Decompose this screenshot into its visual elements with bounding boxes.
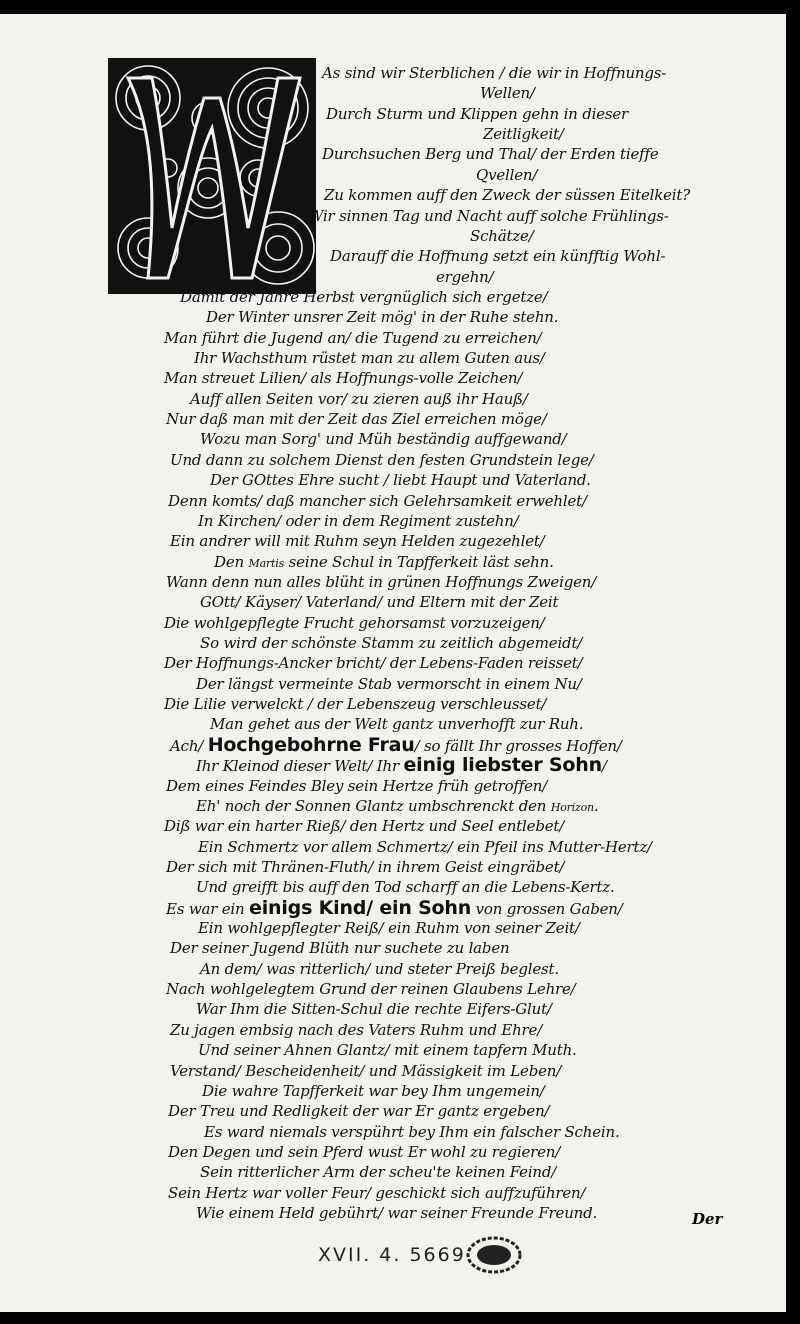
line-text: Darauff die Hoffnung setzt ein künfftig Wohl- [330, 247, 666, 266]
poem-line [196, 675, 582, 693]
poem-line [194, 349, 545, 367]
poem-line [196, 756, 607, 775]
line-text: Durchsuchen Berg und Thal/ der Erden tieffe [322, 145, 659, 164]
poem-line [166, 777, 547, 795]
poem-line [164, 329, 542, 347]
poem-line [200, 1163, 556, 1181]
library-shelfmark: XVII. 4. 5669 [318, 1244, 466, 1266]
line-text: In Kirchen/ oder in dem Regiment zustehn/ [198, 511, 519, 530]
line-text: Zu kommen auff den Zweck der süssen Eitelkeit? [324, 186, 691, 205]
line-text: Die wahre Tapfferkeit war bey Ihm ungemein/ [202, 1081, 545, 1100]
poem-line [180, 288, 547, 306]
line-text: Wie einem Held gebührt/ war seiner Freunde Freund. [196, 1204, 598, 1222]
poem-line [166, 980, 576, 998]
line-text: Schätze/ [470, 226, 534, 245]
poem-line [324, 186, 690, 204]
line-text: . [593, 796, 599, 815]
poem-line [470, 227, 534, 245]
poem-line [483, 125, 564, 143]
poem-line [204, 1123, 620, 1141]
poem-line [170, 939, 509, 957]
poem-line [200, 634, 582, 652]
poem-line [200, 593, 558, 611]
line-text: Und dann zu solchem Dienst den festen Grundstein lege/ [170, 450, 594, 469]
poem-line [326, 105, 628, 123]
poem-line [170, 1062, 561, 1080]
poem-line [330, 247, 665, 265]
emphasis-text: Horizon [550, 800, 594, 814]
line-text: seine Schul in Tapfferkeit läst sehn. [284, 552, 554, 571]
line-text: Wann denn nun alles blüht in grünen Hoffnungs Zweigen/ [166, 572, 597, 591]
line-text: Sein Hertz war voller Feur/ geschickt sich auffzuführen/ [168, 1183, 586, 1202]
line-text: Nach wohlgelegtem Grund der reinen Glaubens Lehre/ [166, 980, 576, 999]
poem-line [164, 614, 545, 632]
poem-line [170, 733, 622, 756]
line-text: Wellen/ [480, 84, 535, 103]
line-text: Es ward niemals verspührt bey Ihm ein falscher Schein. [204, 1122, 620, 1141]
poem-line [164, 695, 546, 713]
line-text: An dem/ was ritterlich/ und steter Preiß beglest. [200, 959, 559, 978]
poem-line [322, 145, 659, 163]
line-text: Und greifft bis auff den Tod scharff an die Lebens-Kertz. [196, 878, 615, 897]
poem-line [164, 817, 564, 835]
line-text: Ihr Kleinod dieser Welt/ Ihr [196, 757, 404, 776]
poem-line [206, 308, 558, 326]
line-text: Nur daß man mit der Zeit das Ziel erreichen möge/ [166, 410, 547, 429]
line-text: Der längst vermeinte Stab vermorscht in einem Nu/ [196, 674, 582, 693]
line-text: Ein Schmertz vor allem Schmertz/ ein Pfeil ins Mutter-Hertz/ [198, 837, 652, 856]
poem-line [196, 797, 599, 817]
emphasis-text: einig liebster Sohn [403, 754, 602, 777]
poem-line [166, 573, 596, 591]
poem-line [322, 64, 666, 82]
poem-line [476, 166, 537, 184]
line-text: Den [214, 552, 249, 571]
line-text: Sein ritterlicher Arm der scheu'te keinen Feind/ [200, 1163, 557, 1182]
line-text: Ein wohlgepflegter Reiß/ ein Ruhm von seiner Zeit/ [198, 919, 580, 937]
line-text: Man gehet aus der Welt gantz unverhofft zur Ruh. [210, 715, 584, 734]
poem-line [200, 430, 567, 448]
line-text: Zu jagen embsig nach des Vaters Ruhm und Ehre/ [170, 1020, 543, 1039]
line-text: Der Hoffnungs-Ancker bricht/ der Lebens-Faden reisset/ [164, 654, 583, 673]
poem-line [168, 1184, 585, 1202]
line-text: Der seiner Jugend Blüth nur suchete zu laben [170, 939, 510, 958]
poem-line [480, 84, 535, 102]
poem-line [214, 553, 554, 573]
poem-line [168, 492, 587, 510]
poem-line [170, 451, 594, 469]
line-text: Denn komts/ daß mancher sich Gelehrsamkeit erwehlet/ [168, 491, 587, 510]
emphasis-text: Martis [248, 556, 285, 570]
poem-line [168, 1102, 549, 1120]
line-text: Der sich mit Thränen-Fluth/ in ihrem Geist eingräbet/ [166, 857, 565, 876]
line-text: Diß war ein harter Rieß/ den Hertz und Seel entlebet/ [164, 817, 565, 836]
line-text: Qvellen/ [476, 165, 538, 184]
poem-line [196, 1000, 552, 1018]
line-text: Durch Sturm und Klippen gehn in dieser [326, 104, 629, 123]
line-text: Man führt die Jugend an/ die Tugend zu erreichen/ [164, 328, 542, 347]
poem-line [210, 471, 591, 489]
poem-line [166, 410, 547, 428]
poem-line [196, 878, 615, 896]
poem-line [190, 390, 528, 408]
line-text: Eh' noch der Sonnen Glantz umbschrenckt den [196, 796, 551, 815]
line-text: Der GOttes Ehre sucht / liebt Haupt und Vaterland. [210, 471, 591, 490]
line-text: Verstand/ Bescheidenheit/ und Mässigkeit im Leben/ [170, 1061, 562, 1080]
line-text: Es war ein [166, 899, 250, 918]
poem-line [166, 858, 564, 876]
line-text: Wozu man Sorg' und Müh beständig auffgewand/ [200, 430, 567, 449]
line-text: GOtt/ Käyser/ Vaterland/ und Eltern mit der Zeit [200, 593, 559, 612]
document-page [0, 14, 786, 1312]
line-text: Ach/ [170, 736, 208, 755]
line-text: War Ihm die Sitten-Schul die rechte Eifers-Glut/ [196, 1000, 552, 1019]
emphasis-text: Hochgebohrne Frau [207, 733, 415, 756]
library-stamp-icon [466, 1236, 522, 1274]
line-text: Auff allen Seiten vor/ zu zieren auß ihr Hauß/ [190, 389, 528, 408]
line-text: Ihr Wachsthum rüstet man zu allem Guten aus/ [194, 349, 545, 367]
poem-line [198, 512, 519, 530]
poem-line [198, 1041, 577, 1059]
line-text: Zeitligkeit/ [483, 125, 564, 144]
poem-text [0, 14, 786, 1312]
poem-line [200, 960, 559, 978]
catchword: Der [692, 1210, 723, 1228]
line-text: As sind wir Sterblichen / die wir in Hoffnungs- [322, 64, 667, 82]
poem-line [196, 1204, 597, 1222]
line-text: / so fällt Ihr grosses Hoffen/ [414, 736, 622, 755]
poem-line [164, 369, 522, 387]
poem-line [198, 838, 652, 856]
emphasis-text: einigs Kind/ ein Sohn [249, 896, 472, 919]
line-text: Ein andrer will mit Ruhm seyn Helden zugezehlet/ [170, 532, 545, 551]
line-text: Die Lilie verwelckt / der Lebenszeug verschleusset/ [164, 695, 547, 714]
poem-line [436, 268, 494, 286]
poem-line [170, 1021, 542, 1039]
line-text: Der Winter unsrer Zeit mög' in der Ruhe stehn. [206, 308, 559, 327]
line-text: Damit der Jahre Herbst vergnüglich sich ergetze/ [180, 287, 548, 306]
line-text: So wird der schönste Stamm zu zeitlich abgemeidt/ [200, 634, 583, 652]
line-text: Der Treu und Redligkeit der war Er gantz ergeben/ [168, 1102, 550, 1121]
poem-line [202, 1082, 545, 1100]
poem-line [210, 715, 583, 733]
line-text: Die wohlgepflegte Frucht gehorsamst vorzuzeigen/ [164, 613, 545, 632]
poem-line [308, 207, 669, 225]
line-text: Und seiner Ahnen Glantz/ mit einem tapfern Muth. [198, 1041, 577, 1060]
line-text: Man streuet Lilien/ als Hoffnungs-volle Zeichen/ [164, 369, 523, 388]
line-text: ergehn/ [436, 267, 494, 286]
line-text: Wir sinnen Tag und Nacht auff solche Frühlings- [308, 206, 669, 225]
line-text: von grossen Gaben/ [471, 899, 623, 918]
poem-line [164, 654, 583, 672]
line-text: Dem eines Feindes Bley sein Hertze früh getroffen/ [166, 776, 548, 795]
poem-line [198, 919, 580, 937]
poem-line [168, 1143, 560, 1161]
poem-line [166, 896, 623, 919]
line-text: / [601, 757, 607, 776]
line-text: Den Degen und sein Pferd wust Er wohl zu regieren/ [168, 1142, 561, 1161]
poem-line [170, 532, 545, 550]
